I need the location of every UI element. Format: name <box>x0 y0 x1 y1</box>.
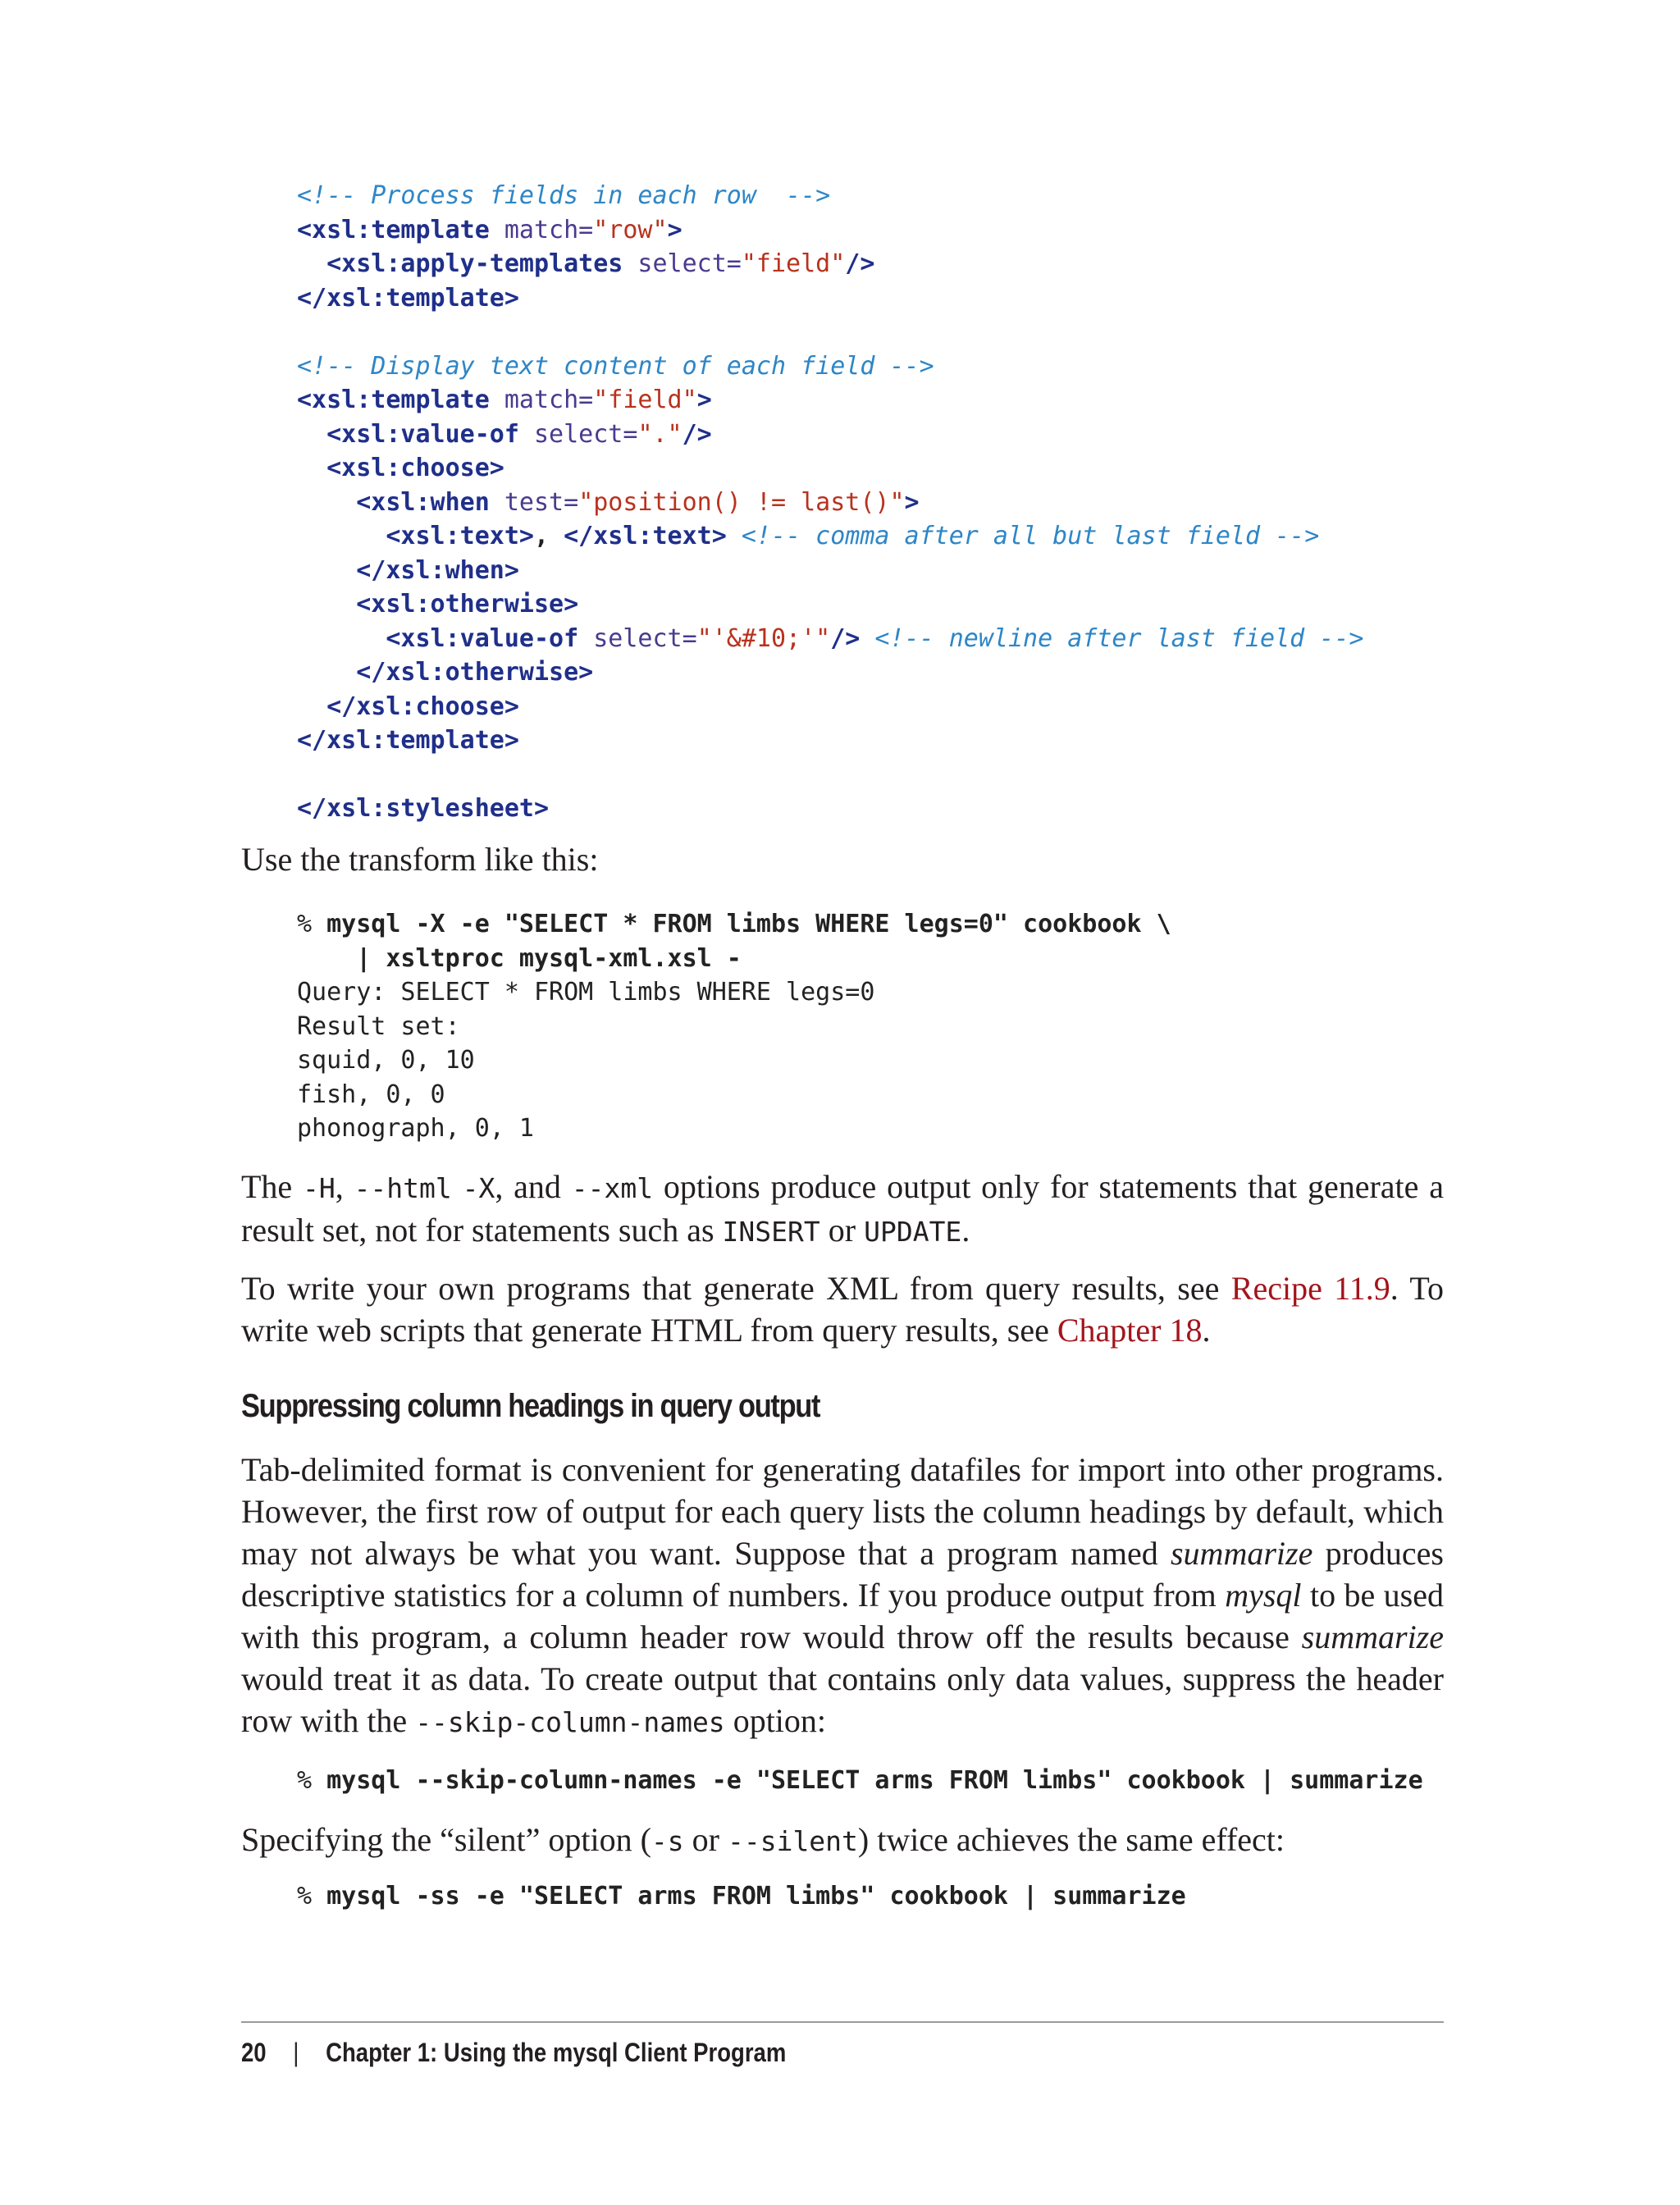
indent <box>297 624 386 653</box>
xsl-value: "'&#10;'" <box>696 623 831 653</box>
xsl-tag: </xsl:template> <box>297 726 519 755</box>
indent <box>297 488 356 517</box>
shell-command: | xsltproc mysql-xml.xsl - <box>297 943 742 973</box>
shell-command: mysql --skip-column-names -e "SELECT arms FROM limbs" cookbook | summarize <box>326 1766 1423 1795</box>
indent <box>297 522 386 550</box>
paragraph-programs: To write your own programs that generate XML from query results, see Recipe 11.9. To write web scripts that generate HTML from query results, see Chapter 18. <box>241 1270 1445 1349</box>
indent <box>297 420 326 449</box>
xsl-tag: > <box>696 386 712 414</box>
shell-command: mysql -ss -e "SELECT arms FROM limbs" cookbook | summarize <box>326 1882 1186 1911</box>
code-comment: <!-- comma after all but last field --> <box>726 522 1320 550</box>
xsl-tag: <xsl:when <box>356 487 490 517</box>
paragraph-silent: Specifying the “silent” option (-s or --silent) twice achieves the same effect: <box>241 1821 1285 1858</box>
xsl-tag: /> <box>845 249 875 278</box>
shell-output-line: fish, 0, 0 <box>297 1080 445 1109</box>
paragraph-tab-delimited: Tab-delimited format is convenient for generating datafiles for import into other programs. However, the first row of output for each query lists the column headings by default, which may not always be what you want. Suppose that a program named summarize produces descriptive statistics for a column of numbers. If you produce output from mysql to be used with this program, a column header row would throw off the results because summarize would treat it as data. To create output that contains only data values, suppress the header row with the --skip-column-names option: <box>241 1451 1444 1739</box>
inline-code: --html <box>354 1172 452 1204</box>
shell-prompt: % <box>297 1882 327 1911</box>
xsl-value: "." <box>637 419 682 449</box>
code-comment: <!-- Process fields in each row --> <box>297 181 831 210</box>
indent <box>297 454 326 482</box>
xsl-value: "position() != last()" <box>578 487 905 517</box>
inline-code: -H <box>303 1172 336 1204</box>
xsl-attr: test= <box>489 487 579 517</box>
paragraph-options: The -H, --html -X, and --xml options produce output only for statements that generate a result set, not for statements such as INSERT or UPDATE. <box>241 1168 1444 1249</box>
xsl-tag: </xsl:template> <box>297 283 519 313</box>
xsl-value: "row" <box>593 215 668 244</box>
page-footer <box>241 2038 786 2068</box>
inline-code: -s <box>651 1825 684 1857</box>
program-name: summarize <box>1301 1618 1444 1655</box>
xsl-code-block <box>297 179 1363 826</box>
xsl-attr: select= <box>578 623 697 653</box>
shell-prompt: % <box>297 1766 327 1795</box>
xsl-tag: <xsl:template <box>297 215 490 244</box>
xsl-tag: </xsl:text> <box>564 522 727 550</box>
section-heading: Suppressing column headings in query output <box>241 1388 820 1424</box>
xsl-tag: <xsl:value-of <box>386 623 579 653</box>
xsl-tag: </xsl:choose> <box>326 692 519 721</box>
inline-code: -X <box>462 1172 495 1204</box>
shell-command: mysql -X -e "SELECT * FROM limbs WHERE legs=0" cookbook \ <box>326 910 1171 938</box>
running-chapter-title: Chapter 1: Using the mysql Client Program <box>326 2038 787 2067</box>
skip-column-names-command <box>297 1764 1423 1798</box>
inline-code: INSERT <box>722 1216 820 1248</box>
xsl-value: "field" <box>593 386 697 414</box>
inline-code: --skip-column-names <box>415 1706 725 1738</box>
xsl-text: , <box>534 522 564 550</box>
xsl-tag: </xsl:when> <box>356 555 519 585</box>
xsl-tag: <xsl:otherwise> <box>356 590 579 619</box>
code-comment: <!-- newline after last field --> <box>860 623 1364 653</box>
inline-code: UPDATE <box>864 1216 962 1248</box>
xsl-tag: </xsl:stylesheet> <box>297 794 550 823</box>
indent <box>297 556 356 585</box>
footer-separator: | <box>293 2038 299 2067</box>
shell-output-line: Result set: <box>297 1011 460 1041</box>
xsl-value: "field" <box>741 249 846 278</box>
inline-code: --xml <box>571 1172 654 1204</box>
indent <box>297 249 326 278</box>
xsl-tag: /> <box>682 419 712 449</box>
indent <box>297 590 356 619</box>
xsl-attr: match= <box>489 386 594 414</box>
footer-rule <box>241 2021 1444 2023</box>
paragraph-use-transform: Use the transform like this: <box>241 841 599 878</box>
xsl-tag: <xsl:value-of <box>326 419 519 449</box>
indent <box>297 692 326 721</box>
xsl-tag: <xsl:template <box>297 386 490 414</box>
silent-command <box>297 1879 1186 1914</box>
recipe-link[interactable]: Recipe 11.9 <box>1230 1270 1390 1307</box>
xsl-tag: /> <box>830 623 861 653</box>
program-name: mysql <box>1225 1577 1302 1614</box>
xsl-tag: </xsl:otherwise> <box>356 658 594 687</box>
xsl-attr: select= <box>623 249 742 278</box>
xsl-tag: <xsl:apply-templates <box>326 249 623 278</box>
shell-output-line: phonograph, 0, 1 <box>297 1114 534 1143</box>
page-number: 20 <box>241 2038 267 2067</box>
shell-prompt: % <box>297 910 327 938</box>
xsl-tag: > <box>667 215 682 244</box>
shell-example-block <box>297 907 1171 1146</box>
xsl-tag: <xsl:text> <box>386 522 534 550</box>
xsl-attr: select= <box>518 419 638 449</box>
code-comment: <!-- Display text content of each field --> <box>297 351 934 381</box>
shell-output-line: squid, 0, 10 <box>297 1046 475 1075</box>
program-name: summarize <box>1170 1535 1313 1572</box>
xsl-tag: > <box>904 487 920 517</box>
shell-output-line: Query: SELECT * FROM limbs WHERE legs=0 <box>297 978 875 1007</box>
xsl-attr: match= <box>489 215 594 244</box>
xsl-tag: <xsl:choose> <box>326 454 504 482</box>
inline-code: --silent <box>727 1825 858 1857</box>
indent <box>297 658 356 687</box>
chapter-link[interactable]: Chapter 18 <box>1057 1312 1203 1349</box>
